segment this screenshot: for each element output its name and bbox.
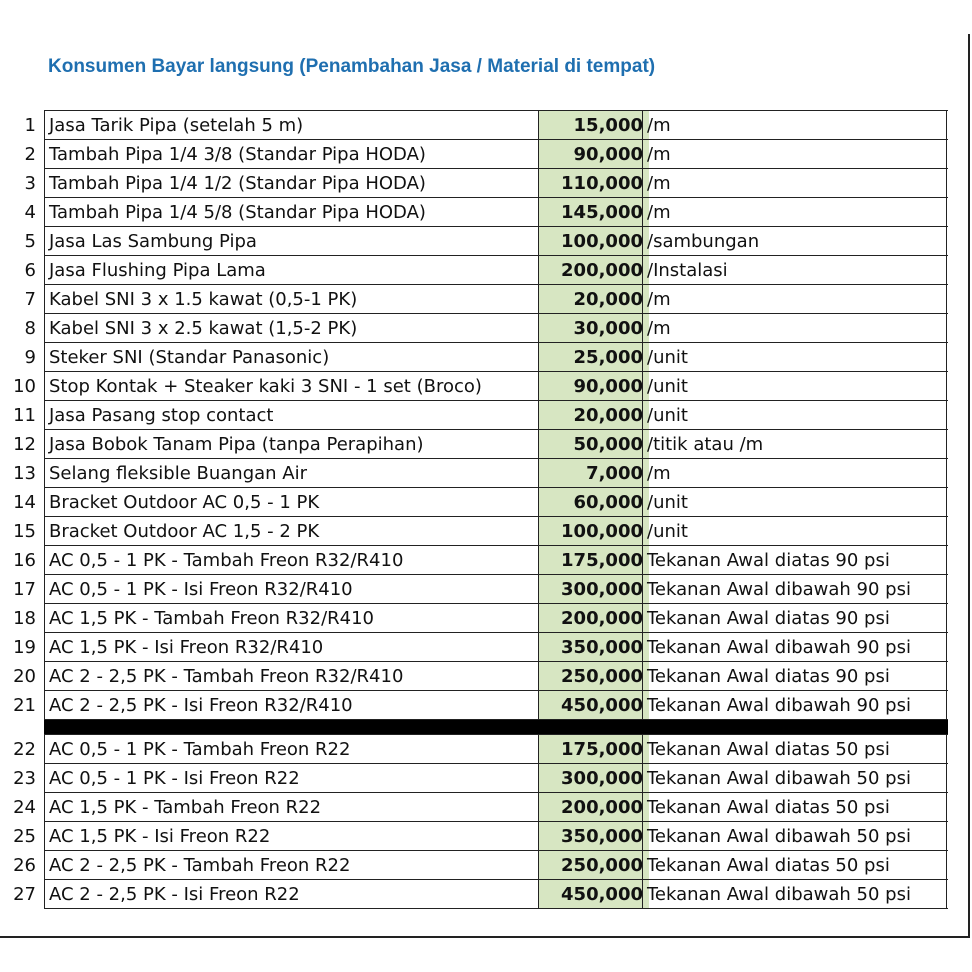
item-unit: Tekanan Awal dibawah 90 psi	[642, 633, 947, 661]
row-number: 11	[13, 405, 36, 426]
table-row	[24, 256, 948, 285]
row-number: 21	[13, 695, 36, 716]
item-price: 250,000	[538, 851, 649, 879]
item-price: 200,000	[538, 256, 649, 284]
table-row	[13, 633, 948, 662]
item-unit: Tekanan Awal dibawah 50 psi	[642, 822, 947, 850]
item-unit: /m	[642, 459, 947, 487]
item-unit: /unit	[642, 343, 947, 371]
table-row	[24, 314, 948, 343]
table-row	[24, 343, 948, 372]
item-price: 20,000	[538, 401, 649, 429]
price-table	[13, 110, 948, 909]
table-row	[13, 880, 948, 909]
item-price: 110,000	[538, 169, 649, 197]
table-row	[13, 764, 948, 793]
item-price: 200,000	[538, 793, 649, 821]
item-price: 30,000	[538, 314, 649, 342]
frame-right-border	[968, 34, 970, 938]
item-unit: /m	[642, 169, 947, 197]
table-row	[13, 822, 948, 851]
item-unit: /m	[642, 314, 947, 342]
item-unit: Tekanan Awal dibawah 90 psi	[642, 691, 947, 719]
row-number: 22	[13, 739, 36, 760]
table-row	[24, 198, 948, 227]
item-description: AC 1,5 PK - Isi Freon R22	[44, 822, 543, 850]
item-unit: /m	[642, 140, 947, 168]
item-description: AC 1,5 PK - Tambah Freon R22	[44, 793, 543, 821]
item-description: AC 1,5 PK - Tambah Freon R32/R410	[44, 604, 543, 632]
table-row	[13, 575, 948, 604]
item-description: Jasa Pasang stop contact	[44, 401, 543, 429]
item-unit: /sambungan	[642, 227, 947, 255]
row-number: 17	[13, 579, 36, 600]
row-number: 9	[24, 347, 36, 368]
row-number: 18	[13, 608, 36, 629]
table-row	[13, 691, 948, 720]
row-number: 16	[13, 550, 36, 571]
row-number: 25	[13, 826, 36, 847]
item-price: 450,000	[538, 880, 649, 908]
row-number: 23	[13, 768, 36, 789]
item-price: 350,000	[538, 822, 649, 850]
table-row	[13, 401, 948, 430]
item-price: 7,000	[538, 459, 649, 487]
item-unit: /unit	[642, 401, 947, 429]
item-price: 175,000	[538, 735, 649, 763]
row-number: 26	[13, 855, 36, 876]
row-number: 6	[24, 260, 36, 281]
table-row	[13, 430, 948, 459]
item-unit: /unit	[642, 488, 947, 516]
item-price: 250,000	[538, 662, 649, 690]
item-price: 175,000	[538, 546, 649, 574]
table-row	[13, 793, 948, 822]
item-description: Tambah Pipa 1/4 3/8 (Standar Pipa HODA)	[44, 140, 543, 168]
item-price: 350,000	[538, 633, 649, 661]
table-row	[13, 735, 948, 764]
item-description: Kabel SNI 3 x 2.5 kawat (1,5-2 PK)	[44, 314, 543, 342]
frame-bottom-border	[0, 936, 970, 938]
item-description: AC 0,5 - 1 PK - Tambah Freon R22	[44, 735, 543, 763]
row-number: 2	[24, 144, 36, 165]
item-description: Jasa Flushing Pipa Lama	[44, 256, 543, 284]
item-price: 60,000	[538, 488, 649, 516]
item-price: 25,000	[538, 343, 649, 371]
item-price: 100,000	[538, 517, 649, 545]
item-unit: /unit	[642, 372, 947, 400]
item-unit: /titik atau /m	[642, 430, 947, 458]
item-description: AC 0,5 - 1 PK - Isi Freon R22	[44, 764, 543, 792]
item-unit: Tekanan Awal dibawah 90 psi	[642, 575, 947, 603]
table-row	[24, 227, 948, 256]
item-description: Stop Kontak + Steaker kaki 3 SNI - 1 set (Broco)	[44, 372, 543, 400]
item-description: AC 0,5 - 1 PK - Tambah Freon R32/R410	[44, 546, 543, 574]
item-description: Jasa Bobok Tanam Pipa (tanpa Perapihan)	[44, 430, 543, 458]
row-number: 1	[24, 115, 36, 136]
item-unit: /m	[642, 198, 947, 226]
item-description: AC 2 - 2,5 PK - Isi Freon R32/R410	[44, 691, 543, 719]
item-description: AC 0,5 - 1 PK - Isi Freon R32/R410	[44, 575, 543, 603]
row-number: 5	[24, 231, 36, 252]
item-unit: Tekanan Awal diatas 50 psi	[642, 851, 947, 879]
table-row	[13, 546, 948, 575]
item-price: 300,000	[538, 575, 649, 603]
item-price: 20,000	[538, 285, 649, 313]
item-price: 145,000	[538, 198, 649, 226]
item-description: AC 2 - 2,5 PK - Tambah Freon R22	[44, 851, 543, 879]
item-description: Jasa Tarik Pipa (setelah 5 m)	[44, 111, 543, 139]
row-number: 12	[13, 434, 36, 455]
section-divider	[44, 720, 948, 735]
item-unit: Tekanan Awal diatas 50 psi	[642, 793, 947, 821]
item-description: Steker SNI (Standar Panasonic)	[44, 343, 543, 371]
row-number: 27	[13, 884, 36, 905]
item-unit: /m	[642, 111, 947, 139]
row-number: 7	[24, 289, 36, 310]
item-price: 90,000	[538, 372, 649, 400]
table-row	[24, 140, 948, 169]
item-description: Tambah Pipa 1/4 1/2 (Standar Pipa HODA)	[44, 169, 543, 197]
item-unit: /unit	[642, 517, 947, 545]
row-number: 10	[13, 376, 36, 397]
item-price: 90,000	[538, 140, 649, 168]
table-row	[13, 372, 948, 401]
row-number: 15	[13, 521, 36, 542]
item-description: Tambah Pipa 1/4 5/8 (Standar Pipa HODA)	[44, 198, 543, 226]
table-row	[24, 285, 948, 314]
item-unit: Tekanan Awal dibawah 50 psi	[642, 880, 947, 908]
table-row	[24, 169, 948, 198]
item-description: Bracket Outdoor AC 0,5 - 1 PK	[44, 488, 543, 516]
item-price: 450,000	[538, 691, 649, 719]
table-row	[13, 517, 948, 546]
item-description: AC 2 - 2,5 PK - Tambah Freon R32/R410	[44, 662, 543, 690]
item-price: 15,000	[538, 111, 649, 139]
item-description: Jasa Las Sambung Pipa	[44, 227, 543, 255]
table-row	[13, 604, 948, 633]
table-row	[24, 111, 948, 140]
row-number: 8	[24, 318, 36, 339]
table-row	[13, 851, 948, 880]
table-row	[13, 662, 948, 691]
item-unit: Tekanan Awal diatas 90 psi	[642, 546, 947, 574]
row-number: 4	[24, 202, 36, 223]
item-price: 300,000	[538, 764, 649, 792]
item-description: Bracket Outdoor AC 1,5 - 2 PK	[44, 517, 543, 545]
item-price: 100,000	[538, 227, 649, 255]
item-unit: Tekanan Awal dibawah 50 psi	[642, 764, 947, 792]
item-unit: /Instalasi	[642, 256, 947, 284]
item-description: AC 1,5 PK - Isi Freon R32/R410	[44, 633, 543, 661]
item-unit: Tekanan Awal diatas 90 psi	[642, 604, 947, 632]
item-unit: /m	[642, 285, 947, 313]
row-number: 3	[24, 173, 36, 194]
table-row	[13, 488, 948, 517]
item-description: Selang fleksible Buangan Air	[44, 459, 543, 487]
item-description: Kabel SNI 3 x 1.5 kawat (0,5-1 PK)	[44, 285, 543, 313]
item-description: AC 2 - 2,5 PK - Isi Freon R22	[44, 880, 543, 908]
item-unit: Tekanan Awal diatas 50 psi	[642, 735, 947, 763]
item-price: 200,000	[538, 604, 649, 632]
table-row	[13, 459, 948, 488]
row-number: 14	[13, 492, 36, 513]
page-title: Konsumen Bayar langsung (Penambahan Jasa / Material di tempat)	[48, 56, 656, 77]
row-number: 20	[13, 666, 36, 687]
row-number: 13	[13, 463, 36, 484]
row-number: 24	[13, 797, 36, 818]
item-unit: Tekanan Awal diatas 90 psi	[642, 662, 947, 690]
row-number: 19	[13, 637, 36, 658]
item-price: 50,000	[538, 430, 649, 458]
